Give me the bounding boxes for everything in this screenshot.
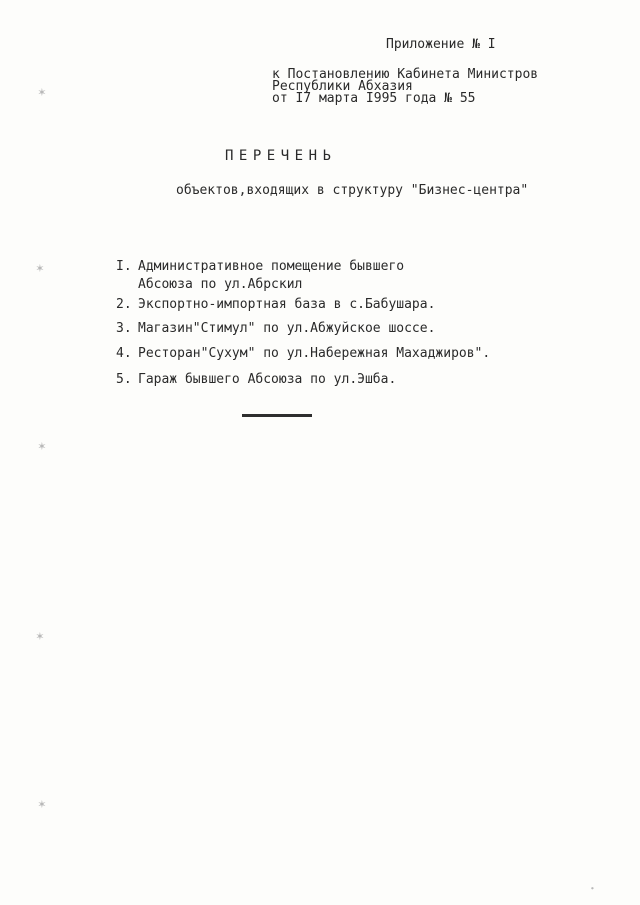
list-item (116, 373, 396, 387)
list-item-number: 4. (116, 346, 132, 361)
list-item-text: Административное помещение бывшего (138, 259, 405, 274)
list-item (116, 322, 435, 336)
decree-reference-line-2: Республики Абхазия (272, 79, 413, 94)
appendix-label: Приложение № I (386, 37, 496, 52)
closing-rule-divider (242, 414, 312, 417)
binder-hole-mark-icon: ✶ (38, 439, 46, 454)
list-item-text: Экспортно-импортная база в с.Бабушара. (138, 297, 436, 312)
document-subtitle: объектов,входящих в структуру "Бизнес-центра" (176, 183, 529, 198)
binder-hole-mark-icon: ✶ (36, 629, 44, 644)
list-item-number: 2. (116, 297, 132, 312)
list-item (116, 260, 404, 274)
decree-reference-line-3: от I7 марта I995 года № 55 (272, 91, 476, 106)
binder-hole-mark-icon: ✶ (36, 261, 44, 276)
page-corner-mark-icon: ∙ (590, 884, 595, 893)
binder-hole-mark-icon: ✶ (38, 797, 46, 812)
list-item-text: Ресторан"Сухум" по ул.Набережная Махаджиров". (138, 346, 491, 361)
list-item-text: Магазин"Стимул" по ул.Абжуйское шоссе. (138, 321, 436, 336)
list-item-number: 3. (116, 321, 132, 336)
list-item (116, 347, 490, 361)
decree-reference-line-1: к Постановлению Кабинета Министров (272, 67, 539, 82)
list-item-continuation: Абсоюза по ул.Абрскил (138, 277, 303, 292)
list-item-text: Гараж бывшего Абсоюза по ул.Эшба. (138, 372, 397, 387)
list-item (116, 298, 435, 312)
list-item-number: 5. (116, 372, 132, 387)
list-item-number: I. (116, 259, 132, 274)
document-title: ПЕРЕЧЕНЬ (225, 148, 337, 164)
binder-hole-mark-icon: ✶ (38, 85, 46, 100)
